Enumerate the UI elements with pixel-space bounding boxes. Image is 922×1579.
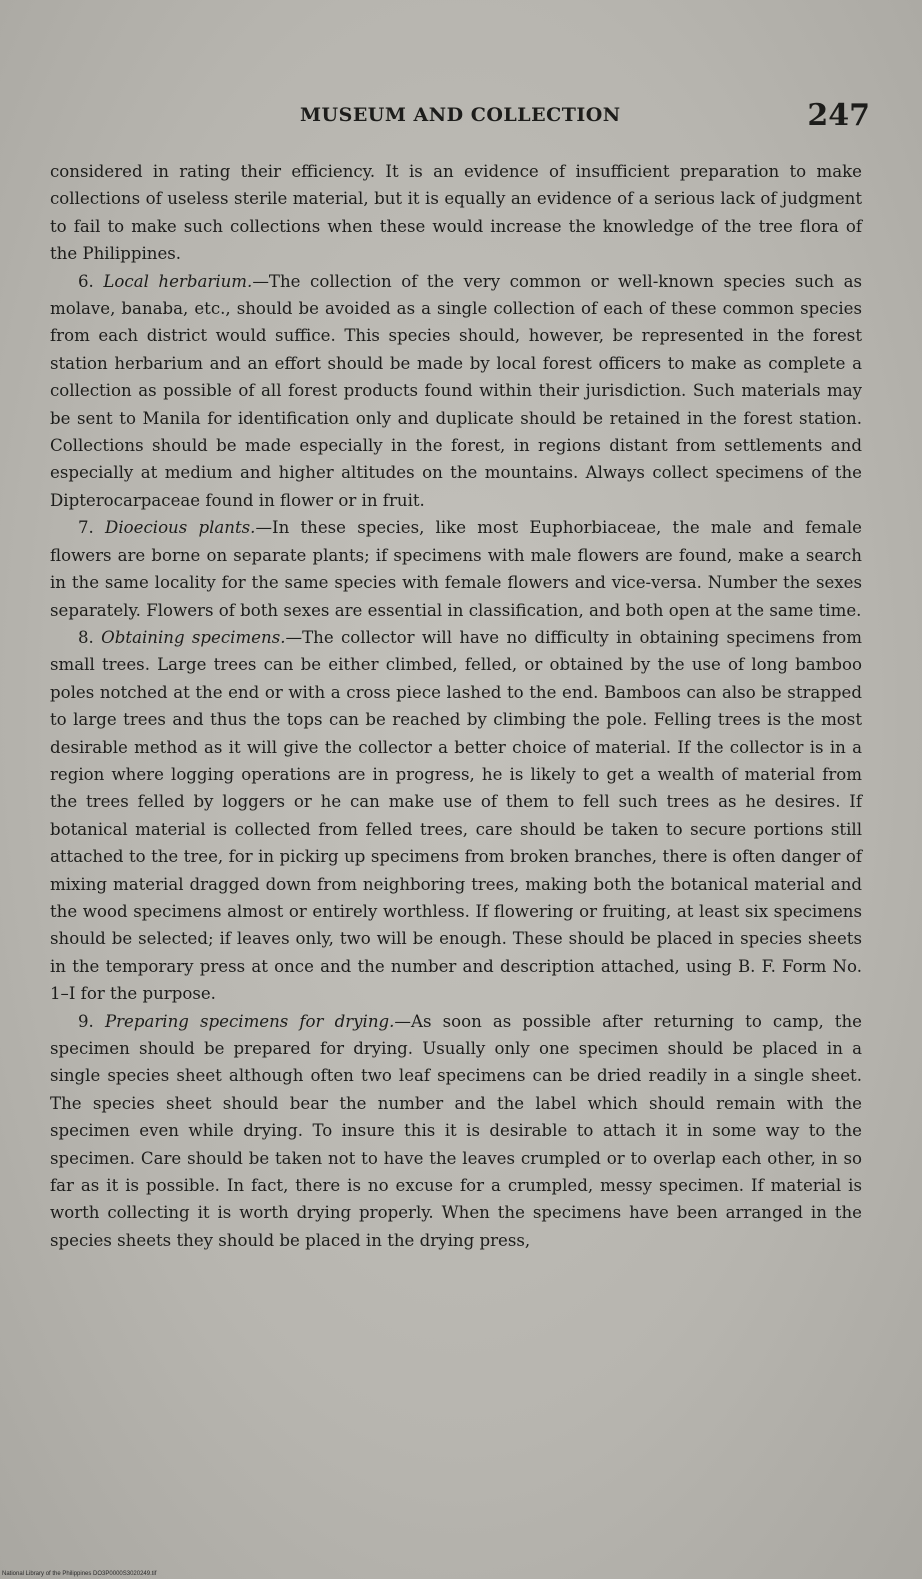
paragraph-text: considered in rating their efficiency. It is an evidence of insufficient preparation to make collections of useless sterile material, but it is equally an evidence of a serious lack of judgment to fail to make such collections when these would increase the knowledge of the tree flora of the Philippines. xyxy=(50,162,862,264)
paragraph-number: 7. xyxy=(78,518,94,538)
paragraph-preparing-specimens xyxy=(50,1008,862,1255)
paragraph-text: —The collection of the very common or well-known species such as molave, banaba, etc., should be avoided as a single collection of each of these common species from each district would suffice. This species should, however, be represented in the forest station herbarium and an effort should be made by local forest officers to make as complete a collection as possible of all forest products found within their jurisdiction. Such materials may be sent to Manila for identification only and duplicate should be retained in the forest station. Collections should be made especially in the forest, in regions distant from settlements and especially at medium and higher altitudes on the mountains. Always collect specimens of the Dipterocarpaceae found in flower or in fruit. xyxy=(50,271,863,510)
running-head: MUSEUM AND COLLECTION xyxy=(300,104,621,126)
body-text xyxy=(50,158,862,1254)
page-header xyxy=(50,98,868,142)
paragraph-heading: Obtaining specimens. xyxy=(101,627,286,647)
paragraph-continued xyxy=(50,158,862,268)
page-number: 247 xyxy=(807,98,870,133)
paragraph-dioecious-plants xyxy=(50,514,862,624)
paragraph-text: —As soon as possible after returning to camp, the specimen should be prepared for drying. Usually only one specimen should be placed in a single species sheet although often two leaf specimens can be dried readily in a single sheet. The species sheet should bear the number and the label which should remain with the specimen even while drying. To insure this it is desirable to attach it in some way to the specimen. Care should be taken not to have the leaves crumpled or to overlap each other, in so far as it is possible. In fact, there is no excuse for a crumpled, messy specimen. If material is worth collecting it is worth drying properly. When the specimens have been arranged in the species sheets they should be placed in the drying press, xyxy=(50,1011,862,1250)
paragraph-number: 8. xyxy=(78,627,94,647)
paragraph-number: 6. xyxy=(78,271,94,291)
paragraph-text: —In these species, like most Euphorbiaceae, the male and female flowers are borne on separate plants; if specimens with male flowers are found, make a search in the same locality for the same species with female flowers and vice-versa. Number the sexes separately. Flowers of both sexes are essential in classification, and both open at the same time. xyxy=(50,518,862,620)
paragraph-text: —The collector will have no difficulty in obtaining specimens from small trees. Large trees can be either climbed, felled, or obtained by the use of long bamboo poles notched at the end or with a cross piece lashed to the end. Bamboos can also be strapped to large trees and thus the tops can be reached by climbing the pole. Felling trees is the most desirable method as it will give the collector a better choice of material. If the collector is in a region where logging operations are in progress, he is likely to get a wealth of material from the trees felled by loggers or he can make use of them to fell such trees as he desires. If botanical material is collected from felled trees, care should be taken to secure portions still attached to the tree, for in pickirg up specimens from broken branches, there is often danger of mixing material dragged down from neighboring trees, making both the botanical material and the wood specimens almost or entirely worthless. If flowering or fruiting, at least six specimens should be selected; if leaves only, two will be enough. These should be placed in species sheets in the temporary press at once and the number and description attached, using B. F. Form No. 1–I for the purpose. xyxy=(50,627,862,1004)
paragraph-heading: Local herbarium. xyxy=(103,271,253,291)
paragraph-heading: Preparing specimens for drying. xyxy=(104,1011,395,1031)
scan-credit: National Library of the Philippines DO3P0000S3020249.tif xyxy=(2,1571,157,1577)
paragraph-number: 9. xyxy=(78,1011,94,1031)
paragraph-heading: Dioecious plants. xyxy=(105,518,256,538)
paragraph-obtaining-specimens xyxy=(50,624,862,1008)
paragraph-local-herbarium xyxy=(50,268,862,515)
